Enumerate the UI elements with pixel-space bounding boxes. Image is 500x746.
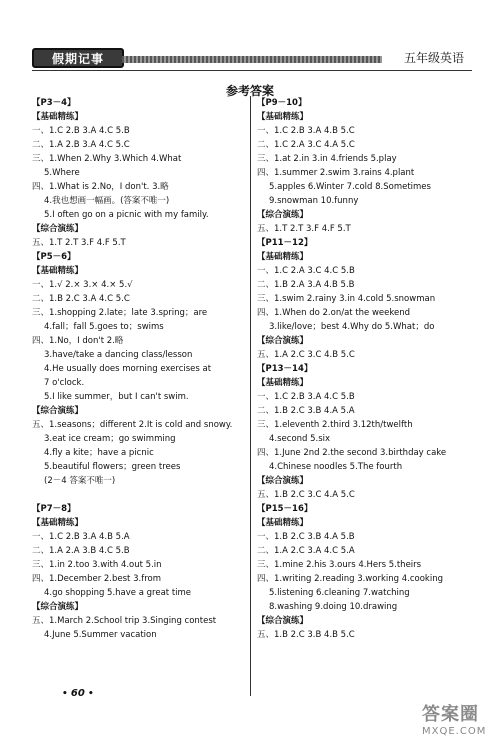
answer-line: 五、1.March 2.School trip 3.Singing contest (32, 616, 217, 626)
watermark-cn: 答案圈 (422, 704, 479, 725)
answer-line: 8.washing 9.doing 10.drawing (269, 602, 398, 612)
answer-line: 五、1.B 2.C 3.C 4.A 5.C (257, 490, 355, 500)
answer-line: 三、1.at 2.in 3.in 4.friends 5.play (257, 154, 397, 164)
answer-line: 5.listening 6.cleaning 7.watching (269, 588, 410, 598)
answer-line: 4.He usually does morning exercises at (44, 364, 212, 374)
answer-line: 一、1.C 2.B 3.A 4.B 5.C (257, 126, 355, 136)
answer-line (32, 488, 247, 502)
answer-line: 五、1.A 2.C 3.C 4.B 5.C (257, 350, 355, 360)
section-heading: 【P9－10】 (257, 98, 307, 108)
answer-line: 三、1.eleventh 2.third 3.12th/twelfth (257, 420, 413, 430)
section-heading: 【基础精练】 (257, 252, 309, 262)
answer-line: 4.June 5.Summer vacation (44, 630, 157, 640)
section-heading: 【基础精练】 (32, 112, 84, 122)
grade-subject-label: 五年级英语 (403, 51, 464, 65)
page-title: 参考答案 (225, 84, 274, 98)
section-heading: 【基础精练】 (257, 518, 309, 528)
page-number-value: 60 (70, 688, 85, 699)
answer-line: 四、1.June 2nd 2.the second 3.birthday cake (257, 448, 447, 458)
answer-line: 一、1.√ 2.× 3.× 4.× 5.√ (32, 280, 133, 290)
section-heading: 【基础精练】 (32, 518, 84, 528)
answer-line: 四、1.No，I don't 2.略 (32, 336, 124, 346)
section-heading: 【综合演练】 (32, 602, 84, 612)
answer-line: 5.apples 6.Winter 7.cold 8.Sometimes (269, 182, 431, 192)
section-heading: 【P13－14】 (257, 364, 313, 374)
answer-line: 一、1.C 2.B 3.A 4.C 5.B (257, 392, 355, 402)
section-heading: 【P5－6】 (32, 252, 76, 262)
answer-line: 五、1.seasons；different 2.It is cold and snowy. (32, 420, 233, 430)
answer-line: 3.like/love；best 4.Why do 5.What；do (269, 322, 435, 332)
answer-line: 5.I often go on a picnic with my family. (44, 210, 209, 220)
answer-line: 3.have/take a dancing class/lesson (44, 350, 193, 360)
answer-line: 一、1.C 2.B 3.A 4.C 5.B (32, 126, 130, 136)
answer-line: 三、1.When 2.Why 3.Which 4.What (32, 154, 182, 164)
answer-line: 三、1.swim 2.rainy 3.in 4.cold 5.snowman (257, 294, 436, 304)
answer-line: 二、1.B 2.C 3.B 4.A 5.A (257, 406, 355, 416)
answer-line: 一、1.B 2.C 3.B 4.A 5.B (257, 532, 355, 542)
section-heading: 【综合演练】 (257, 476, 309, 486)
answer-line: 三、1.shopping 2.late；late 3.spring；are (32, 308, 208, 318)
answer-line: (2－4 答案不唯一) (44, 476, 116, 486)
section-heading: 【综合演练】 (32, 224, 84, 234)
header-banner: 假期记事 (32, 48, 124, 68)
answer-line: 二、1.B 2.A 3.A 4.B 5.B (257, 280, 355, 290)
page-number: • 60 • (62, 688, 94, 699)
answer-line: 三、1.in 2.too 3.with 4.out 5.in (32, 560, 162, 570)
answer-line: 5.I like summer，but I can't swim. (44, 392, 189, 402)
answer-line: 5.Where (44, 168, 80, 178)
answer-line: 二、1.B 2.C 3.A 4.C 5.C (32, 294, 130, 304)
answer-line: 二、1.C 2.A 3.C 4.A 5.C (257, 140, 355, 150)
answer-line: 五、1.T 2.T 3.F 4.F 5.T (32, 238, 126, 248)
section-heading: 【综合演练】 (32, 406, 84, 416)
header-decor-rule (122, 56, 382, 63)
answer-line: 7 o'clock. (44, 378, 85, 388)
answer-line: 4.go shopping 5.have a great time (44, 588, 192, 598)
answer-line: 二、1.A 2.A 3.B 4.C 5.B (32, 546, 130, 556)
watermark (422, 700, 494, 740)
section-heading: 【综合演练】 (257, 210, 309, 220)
answer-line: 四、1.When do 2.on/at the weekend (257, 308, 411, 318)
page-header (32, 48, 472, 70)
answer-line: 4.fall；fall 5.goes to；swims (44, 322, 164, 332)
answer-line: 四、1.writing 2.reading 3.working 4.cooking (257, 574, 443, 584)
answer-line: 五、1.T 2.T 3.F 4.F 5.T (257, 224, 351, 234)
answer-line: 四、1.December 2.best 3.from (32, 574, 161, 584)
section-heading: 【综合演练】 (257, 616, 309, 626)
section-heading: 【基础精练】 (257, 112, 309, 122)
answer-line: 五、1.B 2.C 3.B 4.B 5.C (257, 630, 355, 640)
answer-line: 3.eat ice cream；go swimming (44, 434, 176, 444)
column-divider (250, 96, 251, 696)
answer-line: 5.beautiful flowers；green trees (44, 462, 181, 472)
section-heading: 【P3－4】 (32, 98, 76, 108)
answer-line: 二、1.A 2.B 3.A 4.C 5.C (32, 140, 130, 150)
answer-line: 一、1.C 2.A 3.C 4.C 5.B (257, 266, 355, 276)
answer-line: 4.我也想画一幅画。(答案不唯一) (44, 196, 170, 206)
section-heading: 【基础精练】 (257, 378, 309, 388)
answer-line: 二、1.A 2.C 3.A 4.C 5.A (257, 546, 355, 556)
answer-line: 四、1.summer 2.swim 3.rains 4.plant (257, 168, 415, 178)
answer-line: 四、1.What is 2.No，I don't. 3.略 (32, 182, 169, 192)
section-heading: 【P7－8】 (32, 504, 76, 514)
section-heading: 【P11－12】 (257, 238, 313, 248)
answers-right-column (257, 96, 472, 642)
answer-line: 9.snowman 10.funny (269, 196, 359, 206)
answer-line: 4.fly a kite；have a picnic (44, 448, 154, 458)
answer-line: 4.Chinese noodles 5.The fourth (269, 462, 403, 472)
header-underline (32, 70, 472, 71)
answers-left-column (32, 96, 247, 642)
section-heading: 【P15－16】 (257, 504, 313, 514)
answer-line: 一、1.C 2.B 3.A 4.B 5.A (32, 532, 130, 542)
answer-line: 三、1.mine 2.his 3.ours 4.Hers 5.theirs (257, 560, 422, 570)
answer-line: 4.second 5.six (269, 434, 331, 444)
section-heading: 【基础精练】 (32, 266, 84, 276)
watermark-en: MXQE.COM (422, 726, 487, 737)
section-heading: 【综合演练】 (257, 336, 309, 346)
